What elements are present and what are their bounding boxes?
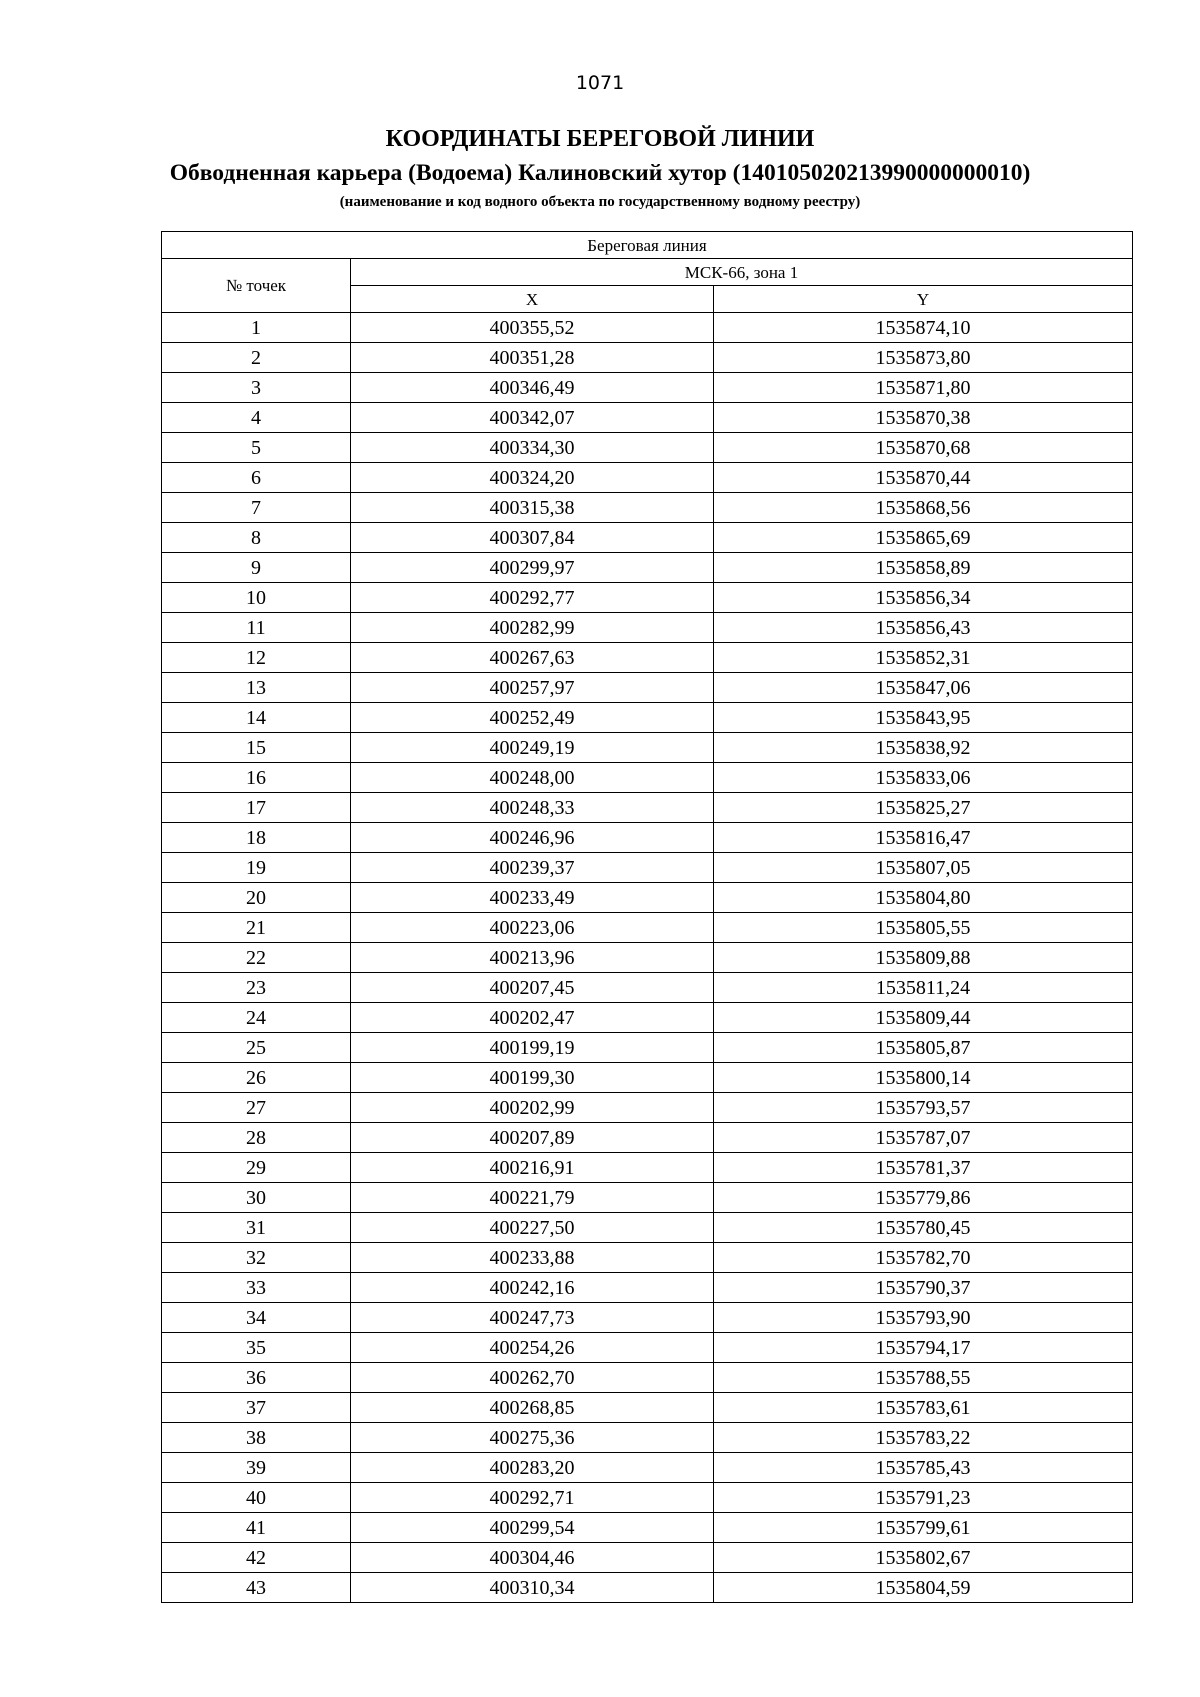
- table-row: [162, 433, 1133, 463]
- table-row: [162, 1183, 1133, 1213]
- table-row: [162, 343, 1133, 373]
- header-point-number: № точек: [162, 259, 351, 313]
- x-coordinate-cell: 400252,49: [351, 703, 714, 733]
- y-coordinate-cell: 1535779,86: [714, 1183, 1133, 1213]
- y-coordinate-cell: 1535874,10: [714, 313, 1133, 343]
- point-number-cell: 15: [162, 733, 351, 763]
- table-row: [162, 733, 1133, 763]
- y-coordinate-cell: 1535780,45: [714, 1213, 1133, 1243]
- y-coordinate-cell: 1535873,80: [714, 343, 1133, 373]
- table-row: [162, 1153, 1133, 1183]
- point-number-cell: 13: [162, 673, 351, 703]
- x-coordinate-cell: 400275,36: [351, 1423, 714, 1453]
- y-coordinate-cell: 1535804,80: [714, 883, 1133, 913]
- y-coordinate-cell: 1535809,44: [714, 1003, 1133, 1033]
- table-row: [162, 1003, 1133, 1033]
- x-coordinate-cell: 400315,38: [351, 493, 714, 523]
- point-number-cell: 3: [162, 373, 351, 403]
- point-number-cell: 2: [162, 343, 351, 373]
- table-row: [162, 1543, 1133, 1573]
- point-number-cell: 27: [162, 1093, 351, 1123]
- y-coordinate-cell: 1535870,68: [714, 433, 1133, 463]
- point-number-cell: 8: [162, 523, 351, 553]
- point-number-cell: 10: [162, 583, 351, 613]
- y-coordinate-cell: 1535809,88: [714, 943, 1133, 973]
- x-coordinate-cell: 400334,30: [351, 433, 714, 463]
- x-coordinate-cell: 400233,88: [351, 1243, 714, 1273]
- table-row: [162, 1303, 1133, 1333]
- x-coordinate-cell: 400254,26: [351, 1333, 714, 1363]
- x-coordinate-cell: 400207,45: [351, 973, 714, 1003]
- x-coordinate-cell: 400242,16: [351, 1273, 714, 1303]
- y-coordinate-cell: 1535825,27: [714, 793, 1133, 823]
- x-coordinate-cell: 400249,19: [351, 733, 714, 763]
- y-coordinate-cell: 1535870,44: [714, 463, 1133, 493]
- water-body-name: Обводненная карьера (Водоема) Калиновский хутор (140105020213990000000010): [169, 160, 1031, 186]
- table-row: [162, 883, 1133, 913]
- y-coordinate-cell: 1535781,37: [714, 1153, 1133, 1183]
- header-y: Y: [714, 286, 1133, 313]
- x-coordinate-cell: 400257,97: [351, 673, 714, 703]
- table-row: [162, 763, 1133, 793]
- table-row: [162, 913, 1133, 943]
- table-row: [162, 613, 1133, 643]
- table-row: [162, 673, 1133, 703]
- x-coordinate-cell: 400299,54: [351, 1513, 714, 1543]
- y-coordinate-cell: 1535799,61: [714, 1513, 1133, 1543]
- y-coordinate-cell: 1535791,23: [714, 1483, 1133, 1513]
- x-coordinate-cell: 400248,33: [351, 793, 714, 823]
- y-coordinate-cell: 1535783,61: [714, 1393, 1133, 1423]
- y-coordinate-cell: 1535800,14: [714, 1063, 1133, 1093]
- point-number-cell: 31: [162, 1213, 351, 1243]
- table-row: [162, 793, 1133, 823]
- point-number-cell: 37: [162, 1393, 351, 1423]
- x-coordinate-cell: 400202,99: [351, 1093, 714, 1123]
- point-number-cell: 24: [162, 1003, 351, 1033]
- point-number-cell: 35: [162, 1333, 351, 1363]
- point-number-cell: 32: [162, 1243, 351, 1273]
- x-coordinate-cell: 400248,00: [351, 763, 714, 793]
- point-number-cell: 21: [162, 913, 351, 943]
- x-coordinate-cell: 400213,96: [351, 943, 714, 973]
- x-coordinate-cell: 400262,70: [351, 1363, 714, 1393]
- table-row: [162, 973, 1133, 1003]
- header-group-title: Береговая линия: [162, 232, 1133, 259]
- point-number-cell: 40: [162, 1483, 351, 1513]
- y-coordinate-cell: 1535783,22: [714, 1423, 1133, 1453]
- x-coordinate-cell: 400223,06: [351, 913, 714, 943]
- table-row: [162, 1273, 1133, 1303]
- table-row: [162, 1123, 1133, 1153]
- table-row: [162, 1423, 1133, 1453]
- point-number-cell: 5: [162, 433, 351, 463]
- x-coordinate-cell: 400221,79: [351, 1183, 714, 1213]
- y-coordinate-cell: 1535847,06: [714, 673, 1133, 703]
- x-coordinate-cell: 400304,46: [351, 1543, 714, 1573]
- point-number-cell: 34: [162, 1303, 351, 1333]
- coordinates-table: [161, 231, 1133, 1603]
- y-coordinate-cell: 1535843,95: [714, 703, 1133, 733]
- table-row: [162, 1573, 1133, 1603]
- point-number-cell: 16: [162, 763, 351, 793]
- point-number-cell: 1: [162, 313, 351, 343]
- y-coordinate-cell: 1535838,92: [714, 733, 1133, 763]
- point-number-cell: 36: [162, 1363, 351, 1393]
- x-coordinate-cell: 400351,28: [351, 343, 714, 373]
- x-coordinate-cell: 400239,37: [351, 853, 714, 883]
- table-row: [162, 1093, 1133, 1123]
- x-coordinate-cell: 400310,34: [351, 1573, 714, 1603]
- y-coordinate-cell: 1535805,87: [714, 1033, 1133, 1063]
- y-coordinate-cell: 1535852,31: [714, 643, 1133, 673]
- point-number-cell: 4: [162, 403, 351, 433]
- y-coordinate-cell: 1535787,07: [714, 1123, 1133, 1153]
- y-coordinate-cell: 1535856,43: [714, 613, 1133, 643]
- point-number-cell: 9: [162, 553, 351, 583]
- table-row: [162, 1033, 1133, 1063]
- x-coordinate-cell: 400342,07: [351, 403, 714, 433]
- table-header: [162, 232, 1133, 313]
- point-number-cell: 26: [162, 1063, 351, 1093]
- table-row: [162, 1453, 1133, 1483]
- x-coordinate-cell: 400246,96: [351, 823, 714, 853]
- point-number-cell: 17: [162, 793, 351, 823]
- table-row: [162, 463, 1133, 493]
- table-row: [162, 1243, 1133, 1273]
- y-coordinate-cell: 1535785,43: [714, 1453, 1133, 1483]
- point-number-cell: 30: [162, 1183, 351, 1213]
- x-coordinate-cell: 400216,91: [351, 1153, 714, 1183]
- table-body: [162, 313, 1133, 1603]
- table-row: [162, 1063, 1133, 1093]
- y-coordinate-cell: 1535865,69: [714, 523, 1133, 553]
- table-row: [162, 523, 1133, 553]
- point-number-cell: 23: [162, 973, 351, 1003]
- y-coordinate-cell: 1535793,90: [714, 1303, 1133, 1333]
- header-crs: МСК-66, зона 1: [351, 259, 1133, 286]
- y-coordinate-cell: 1535816,47: [714, 823, 1133, 853]
- y-coordinate-cell: 1535807,05: [714, 853, 1133, 883]
- table-row: [162, 1333, 1133, 1363]
- table-row: [162, 1513, 1133, 1543]
- y-coordinate-cell: 1535858,89: [714, 553, 1133, 583]
- y-coordinate-cell: 1535804,59: [714, 1573, 1133, 1603]
- point-number-cell: 7: [162, 493, 351, 523]
- table-row: [162, 583, 1133, 613]
- x-coordinate-cell: 400247,73: [351, 1303, 714, 1333]
- header-x: X: [351, 286, 714, 313]
- table-row: [162, 703, 1133, 733]
- point-number-cell: 25: [162, 1033, 351, 1063]
- y-coordinate-cell: 1535793,57: [714, 1093, 1133, 1123]
- x-coordinate-cell: 400267,63: [351, 643, 714, 673]
- y-coordinate-cell: 1535790,37: [714, 1273, 1133, 1303]
- x-coordinate-cell: 400199,19: [351, 1033, 714, 1063]
- name-caption: (наименование и код водного объекта по государственному водному реестру): [339, 194, 861, 210]
- point-number-cell: 28: [162, 1123, 351, 1153]
- y-coordinate-cell: 1535802,67: [714, 1543, 1133, 1573]
- y-coordinate-cell: 1535794,17: [714, 1333, 1133, 1363]
- x-coordinate-cell: 400202,47: [351, 1003, 714, 1033]
- table-row: [162, 1483, 1133, 1513]
- table-row: [162, 493, 1133, 523]
- x-coordinate-cell: 400199,30: [351, 1063, 714, 1093]
- point-number-cell: 29: [162, 1153, 351, 1183]
- table-row: [162, 853, 1133, 883]
- y-coordinate-cell: 1535871,80: [714, 373, 1133, 403]
- y-coordinate-cell: 1535782,70: [714, 1243, 1133, 1273]
- point-number-cell: 22: [162, 943, 351, 973]
- point-number-cell: 6: [162, 463, 351, 493]
- table-row: [162, 403, 1133, 433]
- x-coordinate-cell: 400207,89: [351, 1123, 714, 1153]
- point-number-cell: 18: [162, 823, 351, 853]
- y-coordinate-cell: 1535833,06: [714, 763, 1133, 793]
- table-row: [162, 373, 1133, 403]
- table-row: [162, 1213, 1133, 1243]
- table-row: [162, 553, 1133, 583]
- point-number-cell: 14: [162, 703, 351, 733]
- x-coordinate-cell: 400346,49: [351, 373, 714, 403]
- table-row: [162, 1393, 1133, 1423]
- point-number-cell: 19: [162, 853, 351, 883]
- x-coordinate-cell: 400268,85: [351, 1393, 714, 1423]
- point-number-cell: 12: [162, 643, 351, 673]
- point-number-cell: 38: [162, 1423, 351, 1453]
- x-coordinate-cell: 400355,52: [351, 313, 714, 343]
- y-coordinate-cell: 1535788,55: [714, 1363, 1133, 1393]
- point-number-cell: 41: [162, 1513, 351, 1543]
- x-coordinate-cell: 400299,97: [351, 553, 714, 583]
- x-coordinate-cell: 400227,50: [351, 1213, 714, 1243]
- y-coordinate-cell: 1535811,24: [714, 973, 1133, 1003]
- point-number-cell: 11: [162, 613, 351, 643]
- x-coordinate-cell: 400324,20: [351, 463, 714, 493]
- table-row: [162, 1363, 1133, 1393]
- x-coordinate-cell: 400307,84: [351, 523, 714, 553]
- document-title: КООРДИНАТЫ БЕРЕГОВОЙ ЛИНИИ: [385, 126, 815, 152]
- x-coordinate-cell: 400233,49: [351, 883, 714, 913]
- x-coordinate-cell: 400292,71: [351, 1483, 714, 1513]
- point-number-cell: 20: [162, 883, 351, 913]
- table-row: [162, 643, 1133, 673]
- table-row: [162, 823, 1133, 853]
- table-row: [162, 943, 1133, 973]
- point-number-cell: 33: [162, 1273, 351, 1303]
- y-coordinate-cell: 1535868,56: [714, 493, 1133, 523]
- point-number-cell: 42: [162, 1543, 351, 1573]
- page-number: 1071: [575, 72, 625, 94]
- y-coordinate-cell: 1535856,34: [714, 583, 1133, 613]
- x-coordinate-cell: 400282,99: [351, 613, 714, 643]
- table-row: [162, 313, 1133, 343]
- y-coordinate-cell: 1535870,38: [714, 403, 1133, 433]
- x-coordinate-cell: 400292,77: [351, 583, 714, 613]
- point-number-cell: 43: [162, 1573, 351, 1603]
- x-coordinate-cell: 400283,20: [351, 1453, 714, 1483]
- y-coordinate-cell: 1535805,55: [714, 913, 1133, 943]
- point-number-cell: 39: [162, 1453, 351, 1483]
